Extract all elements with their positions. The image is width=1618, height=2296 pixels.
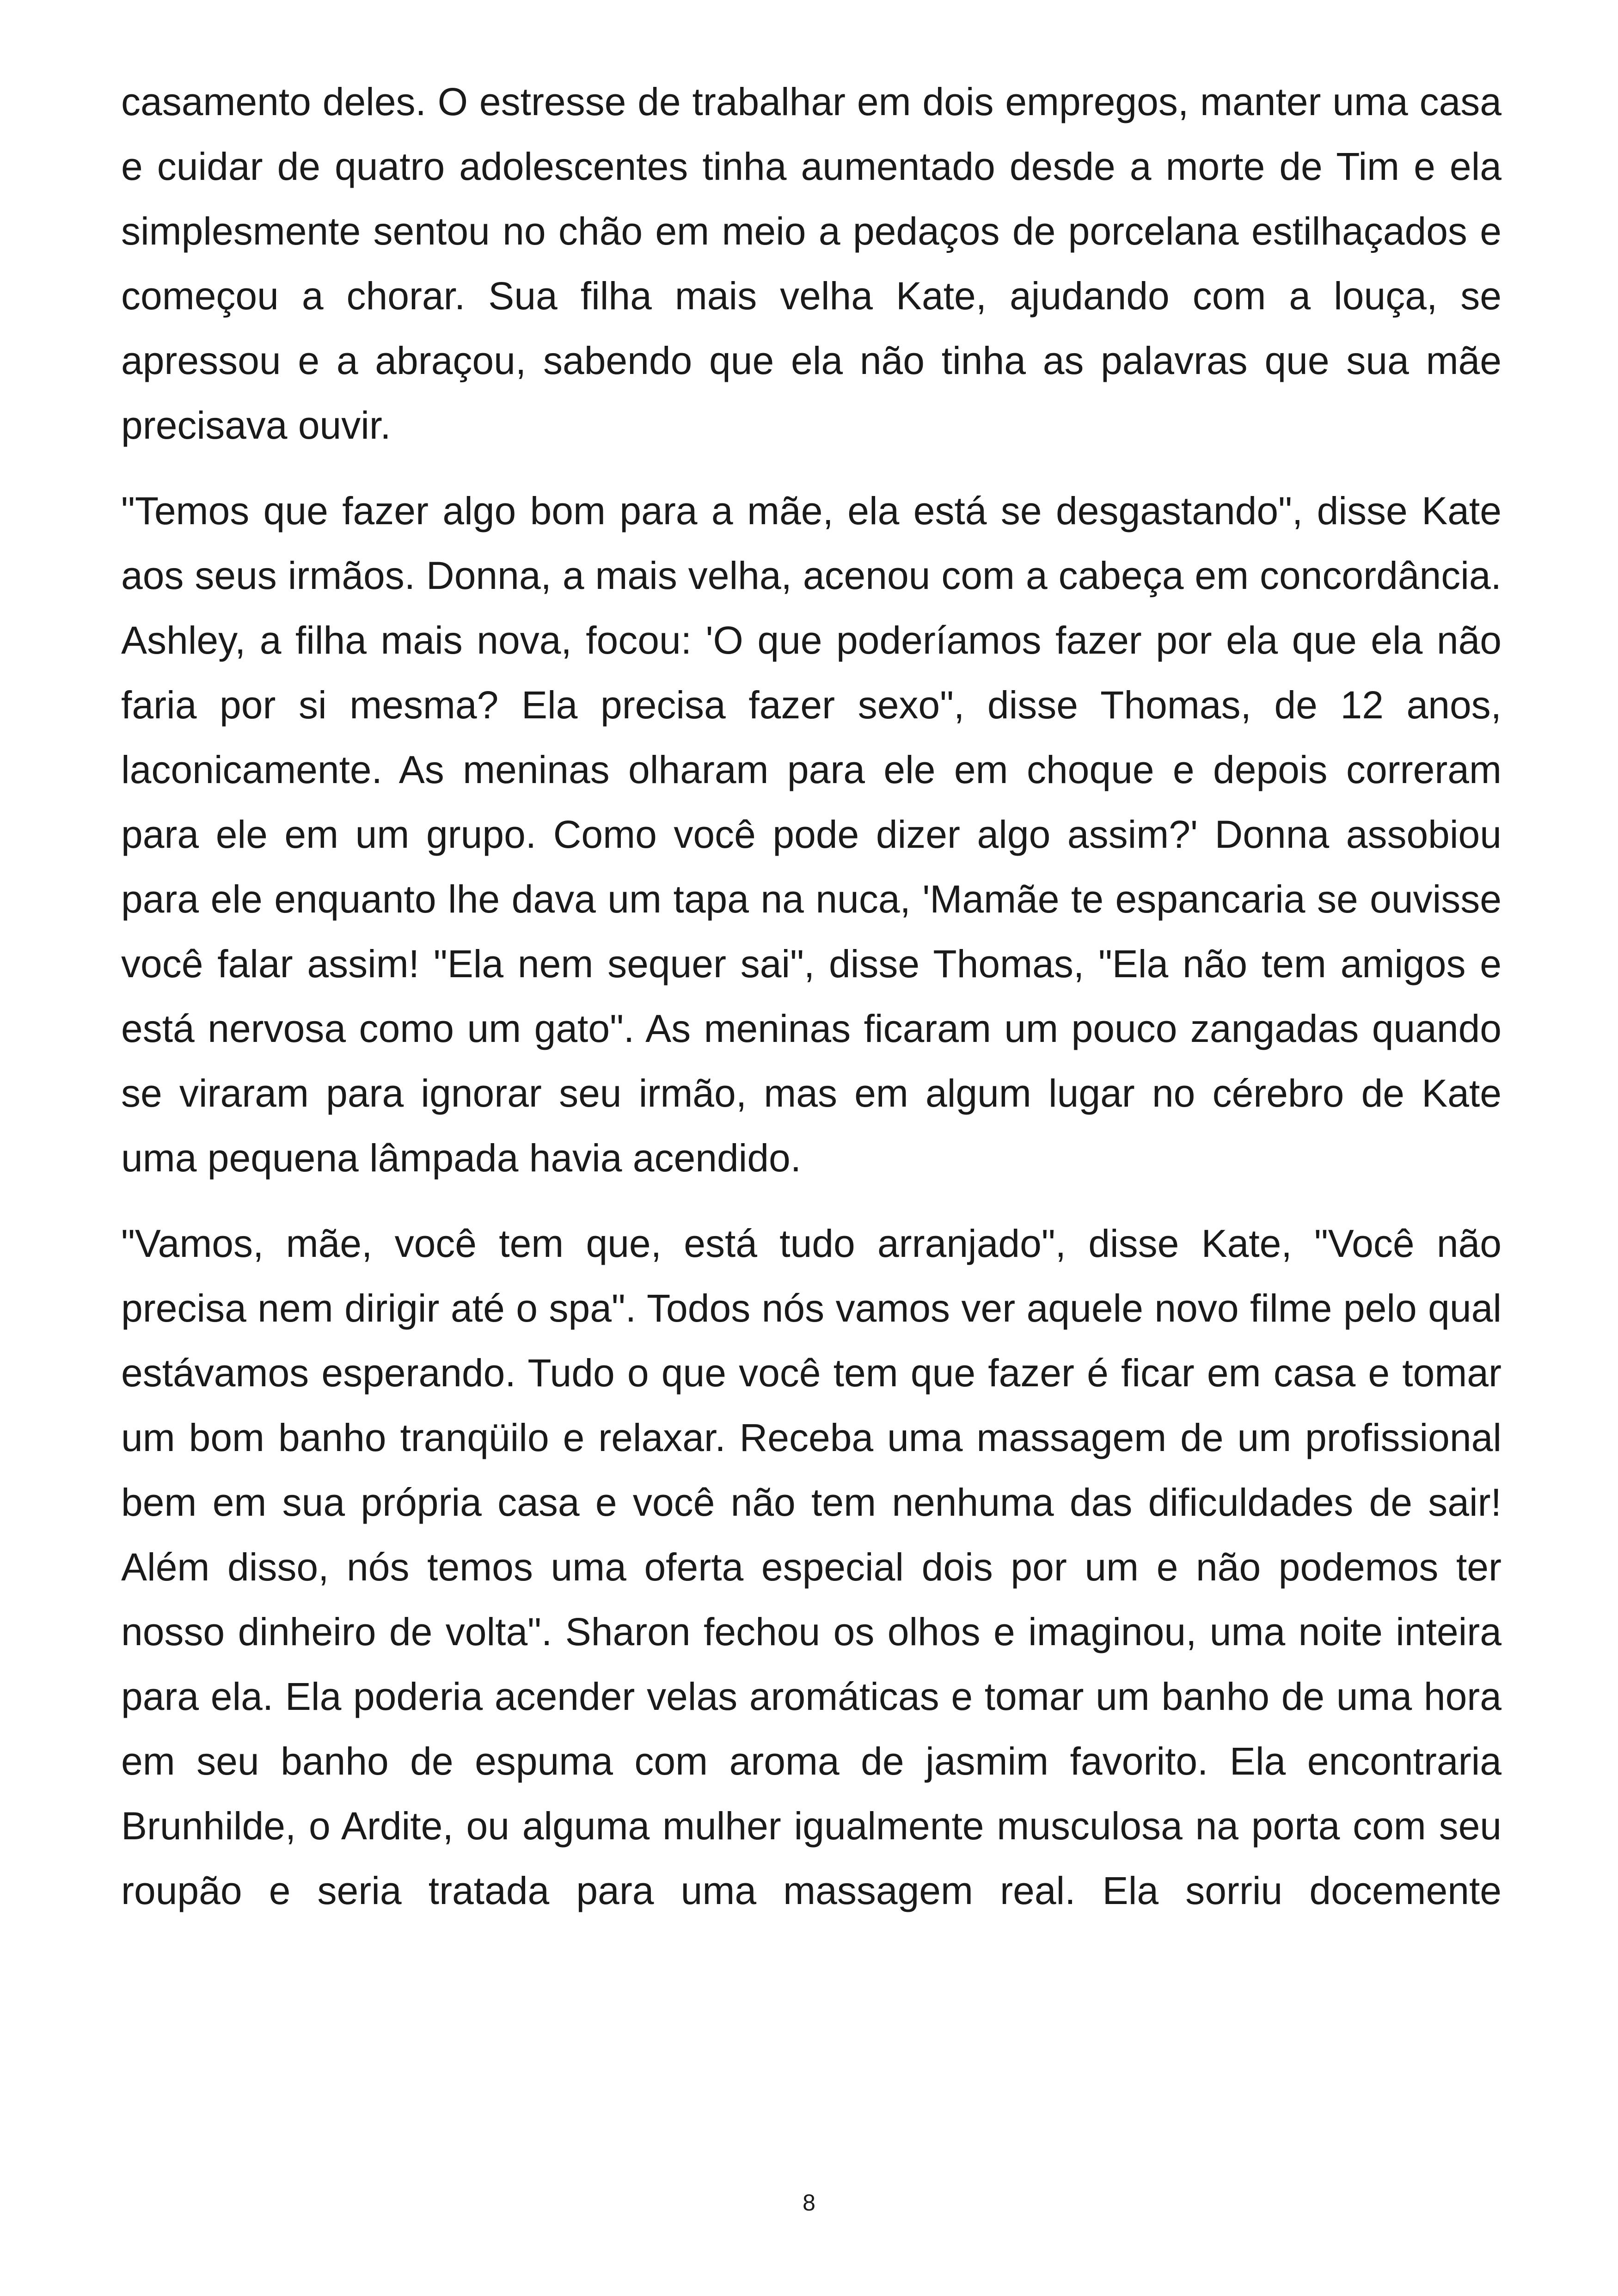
paragraph-3: "Vamos, mãe, você tem que, está tudo arranjado", disse Kate, "Você não precisa nem dirigir até o spa". Todos nós vamos ver aquele novo filme pelo qual estávamos esperando. Tudo o que você tem que fazer é ficar em casa e tomar um bom banho tranqüilo e relaxar. Receba uma massagem de um profissional bem em sua própria casa e você não tem nenhuma das dificuldades de sair! Além disso, nós temos uma oferta especial dois por um e não podemos ter nosso dinheiro de volta". Sharon fechou os olhos e imaginou, uma noite inteira para ela. Ela poderia acender velas aromáticas e tomar um banho de uma hora em seu banho de espuma com aroma de jasmim favorito. Ela encontraria Brunhilde, o Ardite, ou alguma mulher igualmente musculosa na porta com seu roupão e seria tratada para uma massagem real. Ela sorriu docemente	[121, 1222, 1502, 1912]
body-text	[121, 69, 1502, 1944]
paragraph-2: "Temos que fazer algo bom para a mãe, ela está se desgastando", disse Kate aos seus irmãos. Donna, a mais velha, acenou com a cabeça em concordância. Ashley, a filha mais nova, focou: 'O que poderíamos fazer por ela que ela não faria por si mesma? Ela precisa fazer sexo", disse Thomas, de 12 anos, laconicamente. As meninas olharam para ele em choque e depois correram para ele em um grupo. Como você pode dizer algo assim?' Donna assobiou para ele enquanto lhe dava um tapa na nuca, 'Mamãe te espancaria se ouvisse você falar assim! "Ela nem sequer sai", disse Thomas, "Ela não tem amigos e está nervosa como um gato". As meninas ficaram um pouco zangadas quando se viraram para ignorar seu irmão, mas em algum lugar no cérebro de Kate uma pequena lâmpada havia acendido.	[121, 489, 1502, 1180]
paragraph-1: casamento deles. O estresse de trabalhar em dois empregos, manter uma casa e cuidar de quatro adolescentes tinha aumentado desde a morte de Tim e ela simplesmente sentou no chão em meio a pedaços de porcelana estilhaçados e começou a chorar. Sua filha mais velha Kate, ajudando com a louça, se apressou e a abraçou, sabendo que ela não tinha as palavras que sua mãe precisava ouvir.	[121, 80, 1502, 447]
page-number: 8	[803, 2190, 815, 2216]
